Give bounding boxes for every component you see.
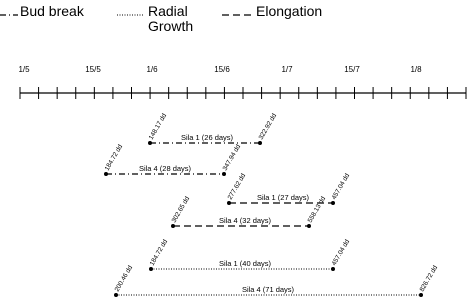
- legend-elongation-label: Elongation: [256, 3, 323, 19]
- interval-end-dd-sila4-bud: 347.94 dd: [221, 143, 243, 172]
- interval-end-dot-sila4-elong: [307, 224, 311, 228]
- timeline-tick-label: 1/8: [410, 65, 422, 74]
- interval-label-sila1-radial: Sila 1 (40 days): [218, 259, 272, 268]
- interval-end-dd-sila1-elong: 457.04 dd: [330, 172, 352, 201]
- legend-radial-growth-label: Radial Growth: [148, 3, 194, 34]
- interval-label-sila1-bud: Sila 1 (26 days): [180, 133, 234, 142]
- timeline-tick-label: 15/7: [344, 65, 360, 74]
- interval-start-dd-sila1-radial: 184.72 dd: [148, 238, 170, 267]
- interval-end-dot-sila1-elong: [331, 201, 335, 205]
- interval-end-dd-sila4-elong: 558.13 dd: [306, 195, 328, 224]
- interval-start-dd-sila4-radial: 200.46 dd: [113, 264, 135, 293]
- interval-end-dot-sila1-radial: [331, 267, 335, 271]
- interval-label-sila1-elong: Sila 1 (27 days): [256, 193, 310, 202]
- interval-end-dd-sila1-bud: 322.92 dd: [257, 112, 279, 141]
- interval-start-dot-sila1-elong: [227, 201, 231, 205]
- interval-start-dd-sila4-bud: 184.72 dd: [103, 143, 125, 172]
- interval-start-dd-sila4-elong: 302.65 dd: [170, 195, 192, 224]
- timeline-tick-label: 1/6: [146, 65, 158, 74]
- interval-label-sila4-elong: Sila 4 (32 days): [218, 216, 272, 225]
- timeline-tick-label: 15/5: [85, 65, 101, 74]
- interval-end-dot-sila4-bud: [222, 172, 226, 176]
- interval-start-dot-sila1-radial: [149, 267, 153, 271]
- interval-end-dd-sila1-radial: 457.04 dd: [330, 238, 352, 267]
- interval-start-dot-sila4-radial: [114, 293, 118, 297]
- interval-start-dot-sila4-elong: [171, 224, 175, 228]
- interval-start-dot-sila1-bud: [148, 141, 152, 145]
- interval-start-dd-sila1-elong: 277.62 dd: [226, 172, 248, 201]
- interval-end-dot-sila1-bud: [258, 141, 262, 145]
- interval-label-sila4-radial: Sila 4 (71 days): [241, 285, 295, 294]
- timeline-tick-label: 1/7: [281, 65, 293, 74]
- interval-label-sila4-bud: Sila 4 (28 days): [138, 164, 192, 173]
- interval-start-dd-sila1-bud: 148.17 dd: [147, 112, 169, 141]
- legend-bud-break-label: Bud break: [20, 3, 84, 19]
- timeline-tick-label: 15/6: [214, 65, 230, 74]
- interval-end-dd-sila4-radial: 826.72 dd: [418, 264, 440, 293]
- interval-end-dot-sila4-radial: [419, 293, 423, 297]
- timeline-tick-label: 1/5: [18, 65, 30, 74]
- interval-start-dot-sila4-bud: [104, 172, 108, 176]
